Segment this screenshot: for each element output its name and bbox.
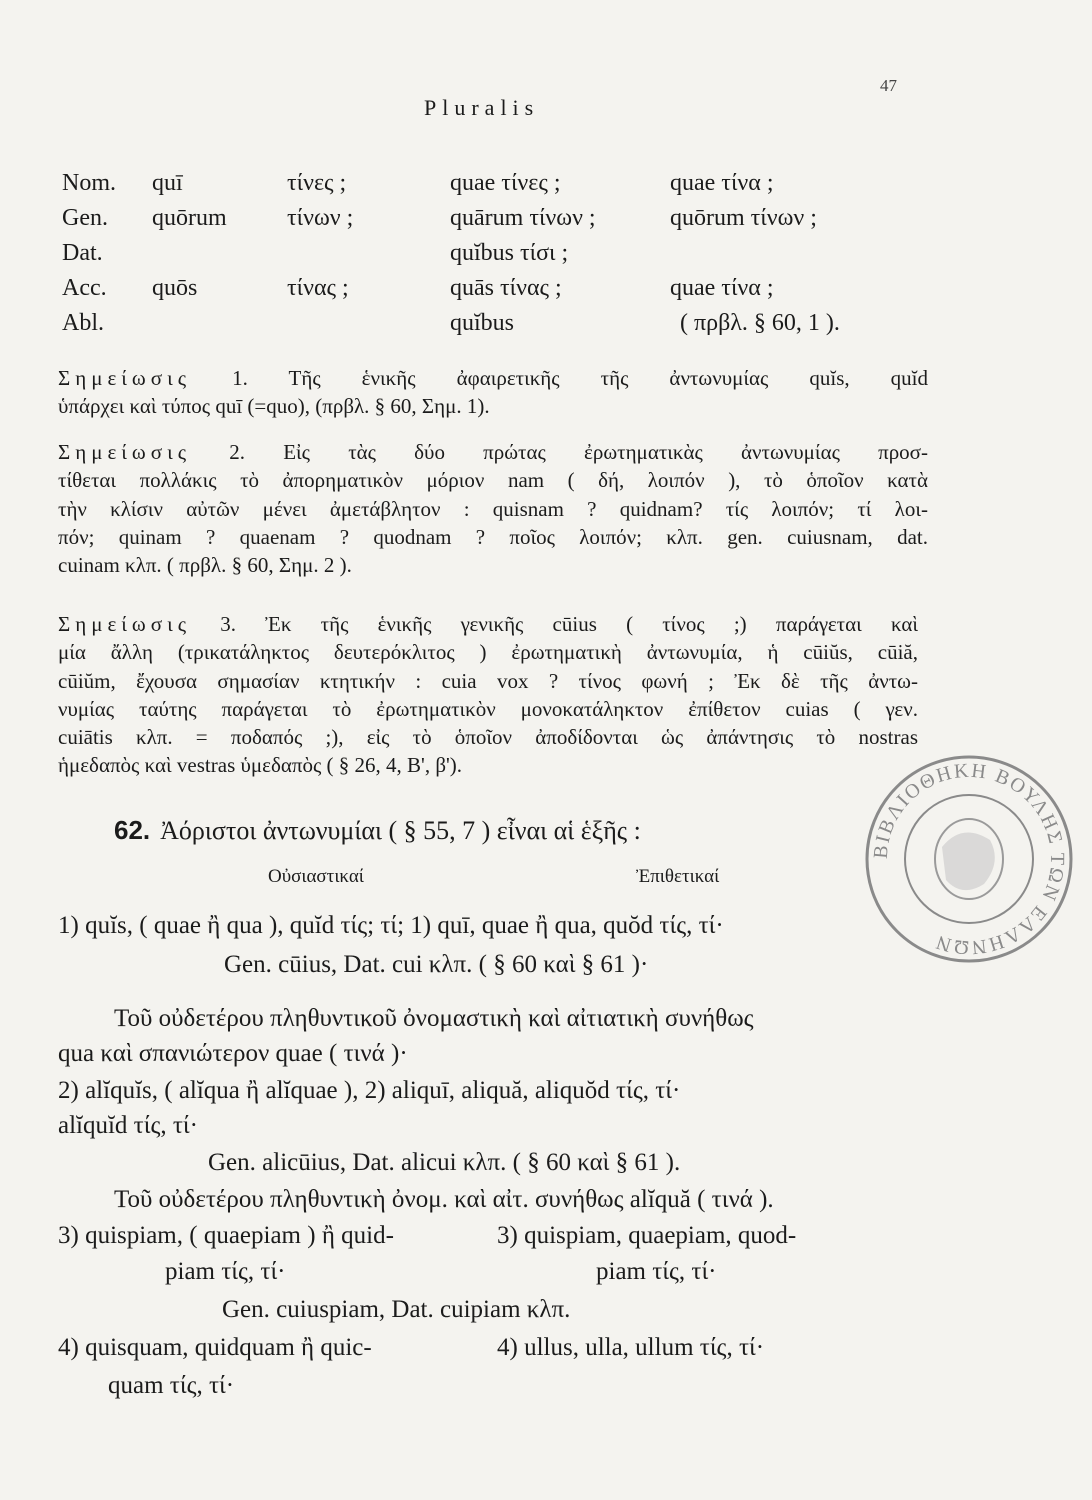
fem-form: quĭbus τίσι ;	[450, 240, 569, 266]
page-number: 47	[880, 76, 897, 95]
item-3-right: 3) quispiam, quaepiam, quod-	[497, 1222, 797, 1249]
case-label: Acc.	[62, 275, 107, 301]
note-line: cūiŭm, ἔχουσα σημασίαν κτητικήν : cuia vox ? τίνος φωνή ; Ἐκ δὲ τῆς ἀντω-	[58, 668, 918, 693]
note-label: Σημείωσις	[58, 366, 192, 390]
case-label: Nom.	[62, 170, 116, 196]
note-line: μία ἄλλη (τρικατάληκτος δευτερόκλιτος ) ἐρωτηματικὴ ἀντωνυμία, ἡ cūiŭs, cūiă,	[58, 640, 918, 665]
item-3-genitive: Gen. cuiuspiam, Dat. cuipiam κλπ.	[222, 1296, 571, 1323]
note-label: Σημείωσις	[58, 440, 192, 464]
item-2-genitive: Gen. alicūius, Dat. alicui κλπ. ( § 60 καὶ § 61 ).	[208, 1149, 681, 1176]
note-label: Σημείωσις	[58, 612, 192, 636]
note-line: cuiātis κλπ. = ποδαπός ;), εἰς τὸ ὁποῖον ἀποδίδονται ὡς ἀπάντησις τὸ nostras	[58, 725, 918, 750]
item-3-left-cont: piam τίς, τί·	[165, 1258, 286, 1285]
masc-form: quī	[152, 170, 183, 196]
masc-greek: τίνων ;	[287, 205, 354, 231]
fem-form: quae τίνες ;	[450, 170, 561, 196]
case-label: Dat.	[62, 240, 103, 266]
note-line: 1. Τῆς ἑνικῆς ἀφαιρετικῆς τῆς ἀντωνυμίας quĭs, quĭd	[232, 366, 928, 390]
column-heading-substantive: Οὐσιαστικαί	[268, 866, 364, 887]
neut-form: ( πρβλ. § 60, 1 ).	[680, 310, 840, 336]
case-label: Gen.	[62, 205, 108, 231]
item-4-left: 4) quisquam, quidquam ἢ quic-	[58, 1334, 372, 1361]
item-3-left: 3) quispiam, ( quaepiam ) ἢ quid-	[58, 1222, 394, 1249]
note-2	[58, 438, 928, 579]
item-3-right-cont: piam τίς, τί·	[596, 1258, 717, 1285]
masc-greek: τίνας ;	[287, 275, 349, 301]
section-title: Ἀόριστοι ἀντωνυμίαι ( § 55, 7 ) εἶναι αἱ ἑξῆς :	[160, 816, 641, 845]
note-line: πόν; quinam ? quaenam ? quodnam ? ποῖος λοιπόν; κλπ. gen. cuiusnam, dat.	[58, 524, 928, 549]
column-heading-adjectival: Ἐπιθετικαί	[636, 866, 720, 887]
item-1-note-cont: qua καὶ σπανιώτερον quae ( τινά )·	[58, 1040, 408, 1067]
section-heading	[114, 815, 641, 846]
note-3	[58, 610, 918, 780]
note-line: ὑπάρχει καὶ τύπος quī (=quo), (πρβλ. § 60, Σημ. 1).	[58, 394, 490, 419]
fem-form: quĭbus	[450, 310, 515, 336]
note-line: 3. Ἐκ τῆς ἑνικῆς γενικῆς cūius ( τίνος ;) παράγεται καὶ	[220, 612, 918, 636]
note-line: νυμίας ταύτης παράγεται τὸ ἐρωτηματικὸν μονοκατάληκτον ἐπίθετον cuias ( γεν.	[58, 696, 918, 721]
case-label: Abl.	[62, 310, 104, 336]
neut-form: quae τίνα ;	[670, 170, 774, 196]
item-2-note: Τοῦ οὐδετέρου πληθυντικὴ ὀνομ. καὶ αἰτ. συνήθως alĭquă ( τινά ).	[114, 1186, 774, 1213]
item-4-left-cont: quam τίς, τί·	[108, 1372, 235, 1399]
note-line: τὴν κλίσιν αὐτῶν μένει ἀμετάβλητον : quisnam ? quidnam? τίς λοιπόν; τί λοι-	[58, 496, 928, 521]
note-line: τίθεται πολλάκις τὸ ἀπορηματικὸν μόριον nam ( δή, λοιπόν ), τὸ ὁποῖον κατὰ	[58, 468, 928, 493]
section-number: 62.	[114, 815, 151, 845]
item-1-genitive: Gen. cūius, Dat. cui κλπ. ( § 60 καὶ § 61 )·	[224, 951, 649, 978]
masc-form: quōs	[152, 275, 198, 301]
neut-form: quōrum τίνων ;	[670, 205, 817, 231]
item-4-right: 4) ullus, ulla, ullum τίς, τί·	[497, 1334, 765, 1361]
item-1-note: Τοῦ οὐδετέρου πληθυντικοῦ ὀνομαστικὴ καὶ αἰτιατικὴ συνήθως	[114, 1005, 754, 1032]
note-line: cuinam κλπ. ( πρβλ. § 60, Σημ. 2 ).	[58, 553, 352, 578]
fem-form: quās τίνας ;	[450, 275, 562, 301]
masc-form: quōrum	[152, 205, 227, 231]
note-line: 2. Εἰς τὰς δύο πρώτας ἐρωτηματικὰς ἀντωνυμίας προσ-	[229, 440, 928, 464]
note-line: ἡμεδαπὸς καὶ vestras ὑμεδαπὸς ( § 26, 4, Β', β').	[58, 753, 463, 778]
note-1	[58, 364, 928, 421]
item-2-cont: alĭquĭd τίς, τί·	[58, 1112, 198, 1139]
library-stamp	[862, 752, 1076, 966]
neut-form: quae τίνα ;	[670, 275, 774, 301]
stamp-text: ΒΙΒΛΙΟΘΗΚΗ ΒΟΥΛΗΣ ΤΩΝ ΕΛΛΗΝΩΝ	[869, 759, 1069, 959]
page-title: Pluralis	[424, 95, 540, 120]
item-1: 1) quĭs, ( quae ἢ qua ), quĭd τίς; τί; 1) quī, quae ἢ qua, quŏd τίς, τί·	[58, 912, 724, 939]
item-2: 2) alĭquĭs, ( alĭqua ἢ alĭquae ), 2) aliquī, aliquă, aliquŏd τίς, τί·	[58, 1077, 681, 1104]
masc-greek: τίνες ;	[287, 170, 347, 196]
fem-form: quārum τίνων ;	[450, 205, 596, 231]
